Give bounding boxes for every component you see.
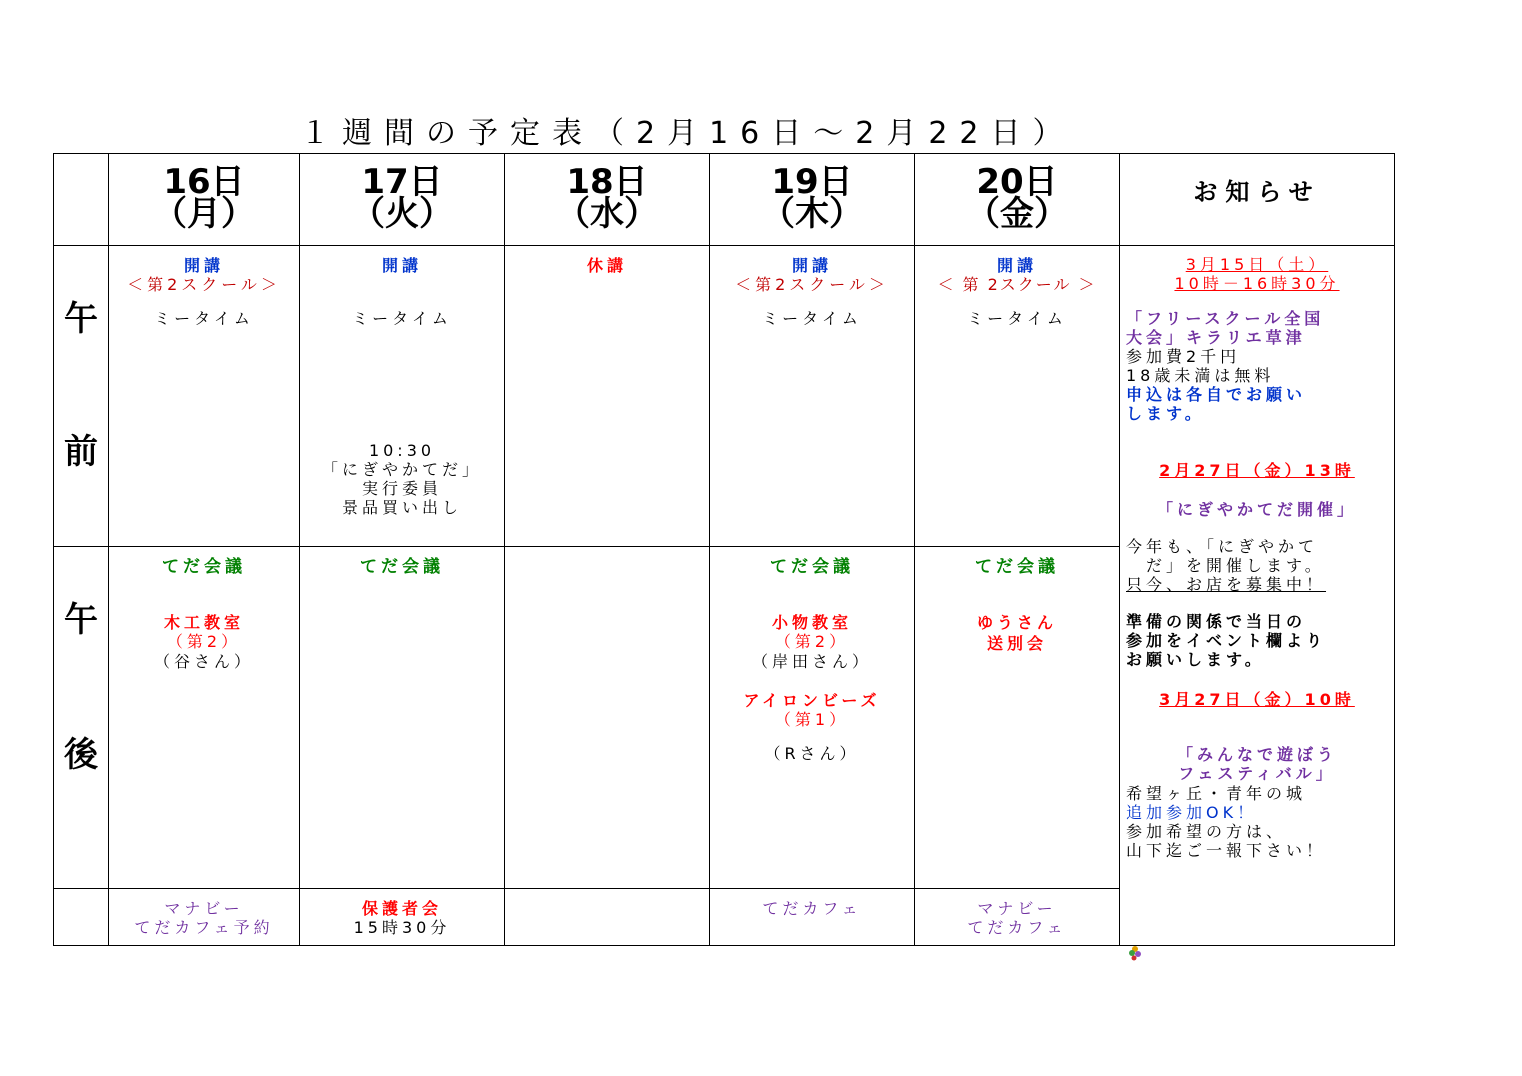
meeting: てだ会議 xyxy=(162,557,246,577)
day-header-fri xyxy=(914,153,1120,246)
evening-cell-tue xyxy=(299,888,505,946)
day-weekday: （水） xyxy=(556,194,658,234)
am-cell-thu xyxy=(709,245,915,547)
day-weekday: （月） xyxy=(153,194,255,234)
event-title: 「にぎやかてだ」 xyxy=(321,460,482,479)
day-weekday: （木） xyxy=(761,194,863,234)
evening-item: 保護者会 xyxy=(361,899,442,918)
notice-2-text: 参加をイベント欄より xyxy=(1126,631,1327,650)
notice-3-title: フェスティバル」 xyxy=(1178,764,1336,783)
meeting: てだ会議 xyxy=(770,557,854,577)
day-date: 20日 xyxy=(976,162,1058,202)
teacher: （岸田さん） xyxy=(751,652,872,671)
activity: ミータイム xyxy=(154,309,254,328)
corner-cell xyxy=(53,153,109,246)
status-open: 開講 xyxy=(381,256,422,275)
day-header-tue xyxy=(299,153,505,246)
notice-header-label: お知らせ xyxy=(1193,178,1321,206)
notice-header xyxy=(1119,153,1395,246)
teacher: （Rさん） xyxy=(764,744,860,763)
evening-cell-mon xyxy=(108,888,300,946)
am-label-1: 午 xyxy=(64,299,98,339)
event: ゆうさん xyxy=(976,613,1057,632)
school-label: ＜ 第 2スクール ＞ xyxy=(937,275,1097,294)
day-weekday: （金） xyxy=(966,194,1068,234)
am-cell-tue xyxy=(299,245,505,547)
evening-item: 15時30分 xyxy=(353,918,451,937)
pm-cell-fri xyxy=(914,546,1120,889)
event: 送別会 xyxy=(986,634,1047,653)
day-header-mon xyxy=(108,153,300,246)
evening-item: マナビー xyxy=(164,899,244,918)
am-label-cell xyxy=(53,245,109,547)
am-cell-mon xyxy=(108,245,300,547)
class-number: （第2） xyxy=(774,632,850,651)
day-header-thu xyxy=(709,153,915,246)
notice-2-text: お願いします。 xyxy=(1126,650,1265,669)
class-name: 小物教室 xyxy=(771,613,852,632)
notice-3-text: 山下迄ご一報下さい！ xyxy=(1126,841,1327,860)
notice-3-date: 3月27日（金）10時 xyxy=(1159,690,1355,709)
flower-icon xyxy=(1127,943,1143,963)
notice-1-title: 「フリースクール全国 xyxy=(1126,309,1325,328)
am-cell-wed xyxy=(504,245,710,547)
notice-3-text: 希望ヶ丘・青年の城 xyxy=(1126,784,1307,803)
status-closed: 休講 xyxy=(586,256,627,275)
notice-1-time: 10時－16時30分 xyxy=(1174,274,1340,293)
status-open: 開講 xyxy=(996,256,1037,275)
event-detail: 実行委員 xyxy=(361,479,442,498)
evening-item: マナビー xyxy=(977,899,1057,918)
notice-2-text: 只今、お店を募集中！ xyxy=(1126,575,1327,594)
notice-2-text: 準備の関係で当日の xyxy=(1126,612,1307,631)
notice-2-text: 今年も、「にぎやかて xyxy=(1126,537,1319,556)
evening-cell-fri xyxy=(914,888,1120,946)
pm-cell-tue xyxy=(299,546,505,889)
pm-cell-mon xyxy=(108,546,300,889)
notice-3-title: 「みんなで遊ぼう xyxy=(1176,745,1337,764)
class-name: 木工教室 xyxy=(163,613,244,632)
evening-cell-wed xyxy=(504,888,710,946)
meeting: てだ会議 xyxy=(360,557,444,577)
school-label: ＜第2スクール＞ xyxy=(127,275,281,294)
day-weekday: （火） xyxy=(351,194,453,234)
status-open: 開講 xyxy=(791,256,832,275)
event-detail: 景品買い出し xyxy=(341,498,462,517)
evening-item: てだカフェ予約 xyxy=(134,918,274,937)
notice-1-fee: 参加費2千円 xyxy=(1126,347,1241,366)
pm-cell-wed xyxy=(504,546,710,889)
pm-label-2: 後 xyxy=(64,735,98,775)
evening-cell-thu xyxy=(709,888,915,946)
day-date: 18日 xyxy=(566,162,648,202)
status-open: 開講 xyxy=(183,256,224,275)
notice-2-title: 「にぎやかてだ開催」 xyxy=(1156,500,1357,519)
notice-3-text: 参加希望の方は、 xyxy=(1126,822,1287,841)
evening-label-cell xyxy=(53,888,109,946)
evening-item: てだカフェ xyxy=(762,899,862,918)
class-number: （第1） xyxy=(774,710,850,729)
day-date: 19日 xyxy=(771,162,853,202)
notice-1-apply: 申込は各自でお願い xyxy=(1126,385,1307,404)
activity: ミータイム xyxy=(762,309,862,328)
page-title: １週間の予定表（2月16日～2月22日） xyxy=(300,116,1075,151)
notice-cell xyxy=(1119,245,1395,946)
notice-2-date: 2月27日（金）13時 xyxy=(1159,461,1355,480)
am-label-2: 前 xyxy=(64,432,98,472)
notice-1-apply: します。 xyxy=(1126,404,1205,423)
am-cell-fri xyxy=(914,245,1120,547)
class-number: （第2） xyxy=(166,632,242,651)
event-time: 10:30 xyxy=(368,441,436,460)
evening-item: てだカフェ xyxy=(967,918,1067,937)
notice-1-title: 大会」キラリエ草津 xyxy=(1126,328,1306,347)
notice-2-text: だ」を開催します。 xyxy=(1146,556,1325,575)
activity: ミータイム xyxy=(967,309,1067,328)
pm-label-1: 午 xyxy=(64,600,98,640)
day-header-wed xyxy=(504,153,710,246)
notice-1-date: 3月15日（土） xyxy=(1185,255,1329,274)
pm-cell-thu xyxy=(709,546,915,889)
pm-label-cell xyxy=(53,546,109,889)
teacher: （谷さん） xyxy=(153,652,254,671)
notice-1-free: 18歳未満は無料 xyxy=(1126,366,1275,385)
school-label: ＜第2スクール＞ xyxy=(735,275,889,294)
day-date: 17日 xyxy=(361,162,443,202)
day-date: 16日 xyxy=(163,162,245,202)
schedule-table xyxy=(53,153,1395,946)
notice-3-text: 追加参加OK！ xyxy=(1126,803,1258,822)
meeting: てだ会議 xyxy=(975,557,1059,577)
activity: ミータイム xyxy=(352,309,452,328)
class-name: アイロンビーズ xyxy=(743,691,881,710)
